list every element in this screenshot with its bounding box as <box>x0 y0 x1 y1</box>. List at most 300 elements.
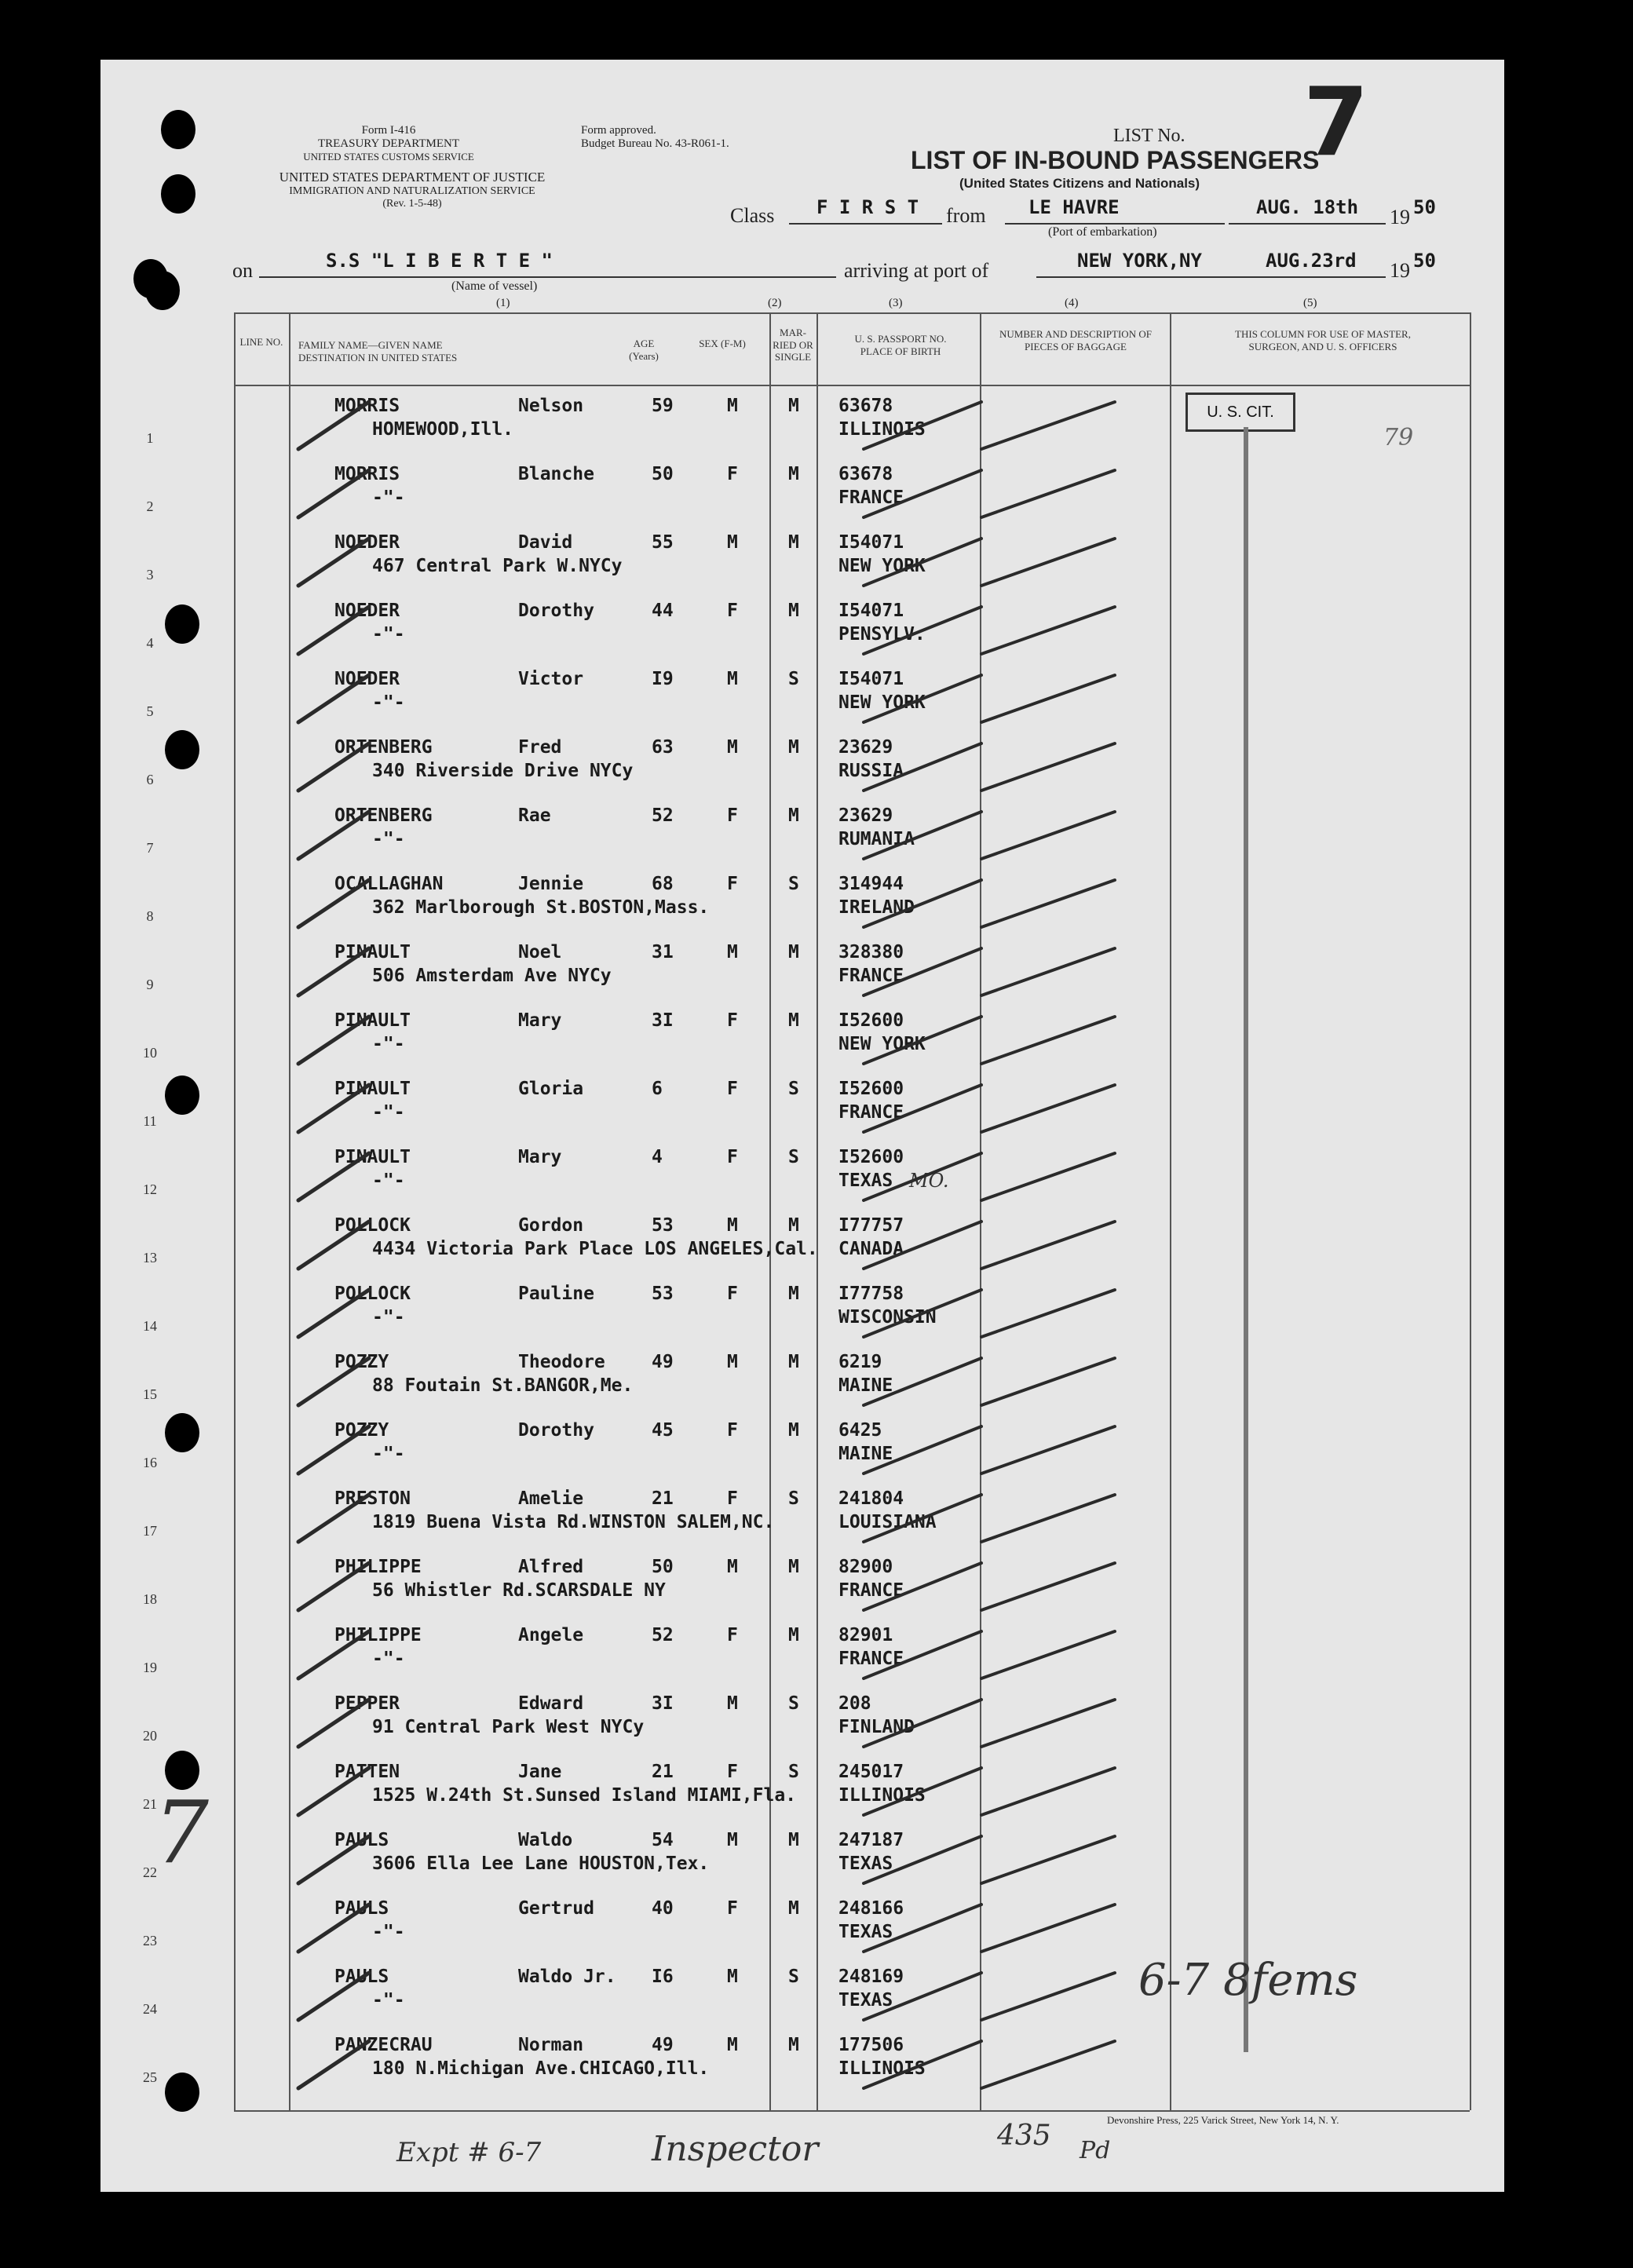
sex: F <box>727 1079 738 1099</box>
line-number: 7 <box>146 840 154 856</box>
check-stroke <box>864 1085 981 1132</box>
check-stroke <box>864 743 981 791</box>
line-number: 10 <box>143 1045 157 1061</box>
given-name: Victor <box>518 669 584 689</box>
col-num-4: (4) <box>1065 297 1079 309</box>
place-of-birth: FRANCE <box>838 966 904 986</box>
sex: M <box>727 2035 738 2055</box>
passport-number: 6425 <box>838 1420 882 1441</box>
given-name: Gloria <box>518 1079 584 1099</box>
col-header-age: AGE (Years) <box>629 338 659 362</box>
marital-status: M <box>788 2035 799 2055</box>
check-stroke <box>981 1222 1115 1269</box>
check-stroke <box>864 1700 981 1747</box>
marital-status: M <box>788 1557 799 1577</box>
age: 3I <box>652 1010 674 1031</box>
embark-port: LE HAVRE <box>1028 196 1120 218</box>
destination: 91 Central Park West NYCy <box>372 1717 645 1737</box>
marital-status: S <box>788 1079 799 1099</box>
destination: 340 Riverside Drive NYCy <box>372 761 634 781</box>
given-name: Fred <box>518 737 562 758</box>
passport-number: 241804 <box>838 1488 904 1509</box>
given-name: Pauline <box>518 1284 594 1304</box>
passport-number: I54071 <box>838 601 904 621</box>
family-name: POLLOCK <box>334 1215 411 1236</box>
check-stroke <box>298 1836 369 1883</box>
check-stroke <box>864 402 981 449</box>
handwritten-79: 79 <box>1383 424 1414 451</box>
given-name: Amelie <box>518 1488 584 1509</box>
line-number: 6 <box>146 772 154 787</box>
family-name: PANZECRAU <box>334 2035 433 2055</box>
destination: 506 Amsterdam Ave NYCy <box>372 966 612 986</box>
check-stroke <box>298 1017 369 1064</box>
destination: 362 Marlborough St.BOSTON,Mass. <box>372 897 710 918</box>
passport-number: 63678 <box>838 464 893 484</box>
passport-number: 23629 <box>838 805 893 826</box>
marital-status: M <box>788 942 799 962</box>
destination: 56 Whistler Rd.SCARSDALE NY <box>372 1580 666 1601</box>
check-stroke <box>981 1358 1115 1405</box>
check-stroke <box>864 1973 981 2020</box>
family-name: POZZY <box>334 1420 389 1441</box>
destination: -"- <box>372 624 405 645</box>
family-name: PINAULT <box>334 1079 411 1099</box>
check-stroke <box>864 675 981 722</box>
line-number: 12 <box>143 1181 157 1197</box>
given-name: Gertrud <box>518 1898 594 1919</box>
given-name: Theodore <box>518 1352 605 1372</box>
given-name: Nelson <box>518 396 584 416</box>
check-stroke <box>864 1768 981 1815</box>
sex: F <box>727 1625 738 1645</box>
given-name: Jennie <box>518 874 584 894</box>
given-name: Gordon <box>518 1215 584 1236</box>
destination: -"- <box>372 1922 405 1942</box>
col-header-baggage: NUMBER AND DESCRIPTION OF PIECES OF BAGGAGE <box>999 328 1152 352</box>
line-number: 15 <box>143 1386 157 1402</box>
check-stroke <box>864 1563 981 1610</box>
check-stroke <box>981 1836 1115 1883</box>
class-value: F I R S T <box>816 196 919 218</box>
given-name: David <box>518 532 573 553</box>
marital-status: S <box>788 874 799 894</box>
family-name: PINAULT <box>334 1147 411 1167</box>
line-number: 11 <box>143 1113 157 1129</box>
customs-service: UNITED STATES CUSTOMS SERVICE <box>303 150 474 163</box>
family-name: ORTENBERG <box>334 805 433 826</box>
line-number: 9 <box>146 977 154 992</box>
check-stroke <box>298 1222 369 1269</box>
line-number: 1 <box>146 430 154 446</box>
sex: M <box>727 1352 738 1372</box>
check-stroke <box>298 1426 369 1474</box>
col-header-married: MAR-RIED OR SINGLE <box>773 327 813 363</box>
ins-service: IMMIGRATION AND NATURALIZATION SERVICE <box>289 184 535 197</box>
passport-number: 208 <box>838 1693 871 1714</box>
check-stroke <box>298 539 369 586</box>
place-of-birth: ILLINOIS <box>838 419 926 440</box>
age: 63 <box>652 737 674 758</box>
given-name: Dorothy <box>518 601 594 621</box>
check-stroke <box>864 1836 981 1883</box>
age: 50 <box>652 464 674 484</box>
place-of-birth: NEW YORK <box>838 556 926 576</box>
col-header-name: FAMILY NAME—GIVEN NAME DESTINATION IN UNITED STATES <box>298 339 458 363</box>
sex: M <box>727 1830 738 1850</box>
sex: F <box>727 1420 738 1441</box>
family-name: PHILIPPE <box>334 1557 422 1577</box>
line-number: 20 <box>143 1728 157 1744</box>
marital-status: M <box>788 1830 799 1850</box>
passport-number: 23629 <box>838 737 893 758</box>
age: 4 <box>652 1147 663 1167</box>
sex: M <box>727 942 738 962</box>
age: 50 <box>652 1557 674 1577</box>
check-stroke <box>864 948 981 995</box>
check-stroke <box>981 1700 1115 1747</box>
check-stroke <box>864 2041 981 2088</box>
destination: -"- <box>372 1649 405 1669</box>
check-stroke <box>864 1631 981 1678</box>
destination: -"- <box>372 1990 405 2011</box>
handwritten-mo: MO. <box>909 1170 949 1192</box>
age: 52 <box>652 805 674 826</box>
marital-status: S <box>788 1693 799 1714</box>
passport-number: 82900 <box>838 1557 893 1577</box>
marital-status: S <box>788 1762 799 1782</box>
line-number: 19 <box>143 1660 157 1675</box>
check-stroke <box>864 1495 981 1542</box>
us-citizen-stamp: U. S. CIT. <box>1185 393 1295 432</box>
marital-status: M <box>788 1420 799 1441</box>
destination: -"- <box>372 1102 405 1123</box>
marital-status: S <box>788 1967 799 1987</box>
destination: -"- <box>372 829 405 849</box>
check-stroke <box>298 812 369 859</box>
check-stroke <box>298 402 369 449</box>
age: 52 <box>652 1625 674 1645</box>
check-stroke <box>981 607 1115 654</box>
sex: F <box>727 874 738 894</box>
place-of-birth: FRANCE <box>838 1649 904 1669</box>
check-stroke <box>864 539 981 586</box>
arrival-date: AUG.23rd <box>1266 250 1357 272</box>
age: 59 <box>652 396 674 416</box>
destination: -"- <box>372 1171 405 1191</box>
family-name: PATTEN <box>334 1762 400 1782</box>
place-of-birth: PENSYLV. <box>838 624 926 645</box>
check-stroke <box>981 1905 1115 1952</box>
check-stroke <box>981 1563 1115 1610</box>
check-stroke <box>298 1973 369 2020</box>
sex: M <box>727 737 738 758</box>
given-name: Noel <box>518 942 562 962</box>
check-stroke <box>981 1631 1115 1678</box>
marital-status: M <box>788 1625 799 1645</box>
line-number: 4 <box>146 635 154 651</box>
given-name: Waldo <box>518 1830 573 1850</box>
place-of-birth: TEXAS <box>838 1922 893 1942</box>
line-number: 18 <box>143 1591 157 1607</box>
family-name: PAULS <box>334 1830 389 1850</box>
age: 21 <box>652 1488 674 1509</box>
check-stroke <box>864 880 981 927</box>
destination: -"- <box>372 1034 405 1054</box>
year-suffix-2: 50 <box>1413 250 1436 272</box>
given-name: Alfred <box>518 1557 584 1577</box>
check-stroke <box>298 743 369 791</box>
check-stroke <box>864 607 981 654</box>
marital-status: M <box>788 1284 799 1304</box>
line-number: 5 <box>146 703 154 719</box>
marital-status: S <box>788 1488 799 1509</box>
family-name: NOEDER <box>334 601 400 621</box>
check-stroke <box>298 1495 369 1542</box>
check-stroke <box>298 880 369 927</box>
on-label: on <box>232 259 253 282</box>
year-prefix-1: 19 <box>1390 206 1410 228</box>
check-stroke <box>981 1153 1115 1200</box>
check-stroke <box>298 675 369 722</box>
marital-status: M <box>788 396 799 416</box>
check-stroke <box>981 539 1115 586</box>
check-stroke <box>981 470 1115 517</box>
given-name: Mary <box>518 1147 562 1167</box>
arriving-label: arriving at port of <box>844 259 989 282</box>
marital-status: S <box>788 1147 799 1167</box>
sex: M <box>727 1215 738 1236</box>
marital-status: M <box>788 464 799 484</box>
justice-dept: UNITED STATES DEPARTMENT OF JUSTICE <box>279 170 546 184</box>
destination: 4434 Victoria Park Place LOS ANGELES,Cal. <box>372 1239 818 1259</box>
destination: 3606 Ella Lee Lane HOUSTON,Tex. <box>372 1853 710 1874</box>
destination: 1525 W.24th St.Sunsed Island MIAMI,Fla. <box>372 1785 797 1806</box>
col-header-officers: THIS COLUMN FOR USE OF MASTER, SURGEON, AND U. S. OFFICERS <box>1235 328 1411 352</box>
check-stroke <box>298 2041 369 2088</box>
line-number: 13 <box>143 1250 157 1265</box>
col-num-2: (2) <box>768 297 782 309</box>
check-stroke <box>864 1017 981 1064</box>
family-name: POLLOCK <box>334 1284 411 1304</box>
family-name: ORTENBERG <box>334 737 433 758</box>
marital-status: M <box>788 1215 799 1236</box>
revision: (Rev. 1-5-48) <box>382 197 442 210</box>
check-stroke <box>981 1768 1115 1815</box>
check-stroke <box>981 1290 1115 1337</box>
form-approved: Form approved. <box>581 124 656 137</box>
age: 55 <box>652 532 674 553</box>
list-number: 7 <box>1303 68 1369 177</box>
check-stroke <box>981 1495 1115 1542</box>
destination: -"- <box>372 692 405 713</box>
family-name: NOEDER <box>334 669 400 689</box>
age: I6 <box>652 1967 674 1987</box>
sex: M <box>727 396 738 416</box>
family-name: PHILIPPE <box>334 1625 422 1645</box>
list-label: LIST No. <box>1113 126 1185 146</box>
check-stroke <box>864 470 981 517</box>
line-number: 3 <box>146 567 154 583</box>
check-stroke <box>298 607 369 654</box>
marital-status: M <box>788 532 799 553</box>
place-of-birth: ILLINOIS <box>838 1785 926 1806</box>
marital-status: M <box>788 1352 799 1372</box>
destination: -"- <box>372 1307 405 1328</box>
family-name: PAULS <box>334 1967 389 1987</box>
sex: F <box>727 464 738 484</box>
family-name: PRESTON <box>334 1488 411 1509</box>
check-stroke <box>298 1631 369 1678</box>
place-of-birth: IRELAND <box>838 897 915 918</box>
given-name: Blanche <box>518 464 594 484</box>
sex: F <box>727 601 738 621</box>
family-name: PAULS <box>334 1898 389 1919</box>
passport-number: 248169 <box>838 1967 904 1987</box>
sex: M <box>727 1557 738 1577</box>
place-of-birth: FRANCE <box>838 1102 904 1123</box>
destination: -"- <box>372 488 405 508</box>
check-stroke <box>981 2041 1115 2088</box>
family-name: PEPPER <box>334 1693 400 1714</box>
col-header-line: LINE NO. <box>239 336 283 348</box>
check-stroke <box>298 1700 369 1747</box>
passport-number: I77758 <box>838 1284 904 1304</box>
check-stroke <box>298 948 369 995</box>
age: 31 <box>652 942 674 962</box>
sex: F <box>727 805 738 826</box>
place-of-birth: ILLINOIS <box>838 2058 926 2079</box>
given-name: Jane <box>518 1762 562 1782</box>
treasury-dept: TREASURY DEPARTMENT <box>317 137 460 151</box>
check-stroke <box>298 1905 369 1952</box>
check-stroke <box>298 1085 369 1132</box>
check-stroke <box>864 1905 981 1952</box>
passport-number: 6219 <box>838 1352 882 1372</box>
passport-number: 328380 <box>838 942 904 962</box>
passport-number: 63678 <box>838 396 893 416</box>
place-of-birth: RUMANIA <box>838 829 915 849</box>
passport-number: 248166 <box>838 1898 904 1919</box>
family-name: PINAULT <box>334 1010 411 1031</box>
bottom-suffix: Pd <box>1080 2137 1111 2164</box>
given-name: Edward <box>518 1693 584 1714</box>
line-number: 8 <box>146 908 154 924</box>
passport-number: 177506 <box>838 2035 904 2055</box>
family-name: MORRIS <box>334 464 400 484</box>
place-of-birth: TEXAS <box>838 1171 893 1191</box>
age: 44 <box>652 601 674 621</box>
margin-handwritten-seven: 7 <box>154 1782 209 1883</box>
place-of-birth: MAINE <box>838 1375 893 1396</box>
passport-number: 247187 <box>838 1830 904 1850</box>
place-of-birth: MAINE <box>838 1444 893 1464</box>
place-of-birth: FRANCE <box>838 488 904 508</box>
sex: F <box>727 1488 738 1509</box>
place-of-birth: CANADA <box>838 1239 904 1259</box>
col-num-5: (5) <box>1303 297 1317 309</box>
check-stroke <box>864 1290 981 1337</box>
place-of-birth: NEW YORK <box>838 692 926 713</box>
check-stroke <box>981 1085 1115 1132</box>
col-num-3: (3) <box>889 297 903 309</box>
check-stroke <box>864 1222 981 1269</box>
age: 40 <box>652 1898 674 1919</box>
line-number: 23 <box>143 1933 157 1948</box>
check-stroke <box>981 675 1115 722</box>
check-stroke <box>981 880 1115 927</box>
place-of-birth: TEXAS <box>838 1990 893 2011</box>
passport-number: I54071 <box>838 669 904 689</box>
destination: 1819 Buena Vista Rd.WINSTON SALEM,NC. <box>372 1512 775 1532</box>
given-name: Rae <box>518 805 551 826</box>
check-stroke <box>864 1358 981 1405</box>
line-number: 17 <box>143 1523 157 1539</box>
check-stroke <box>981 812 1115 859</box>
sex: M <box>727 532 738 553</box>
family-name: OCALLAGHAN <box>334 874 444 894</box>
sex: F <box>727 1284 738 1304</box>
class-label: Class <box>730 204 775 227</box>
age: 68 <box>652 874 674 894</box>
passport-number: 245017 <box>838 1762 904 1782</box>
check-stroke <box>981 1973 1115 2020</box>
col-header-passport: U. S. PASSPORT NO. PLACE OF BIRTH <box>854 333 947 357</box>
check-stroke <box>981 1017 1115 1064</box>
year-prefix-2: 19 <box>1390 259 1410 282</box>
marital-status: M <box>788 805 799 826</box>
col-header-sex: SEX (F-M) <box>699 338 746 349</box>
place-of-birth: RUSSIA <box>838 761 904 781</box>
passport-number: I52600 <box>838 1147 904 1167</box>
destination: HOMEWOOD,Ill. <box>372 419 514 440</box>
vessel-caption: (Name of vessel) <box>451 279 538 293</box>
marital-status: M <box>788 601 799 621</box>
age: 21 <box>652 1762 674 1782</box>
marital-status: M <box>788 1898 799 1919</box>
family-name: PINAULT <box>334 942 411 962</box>
check-stroke <box>298 1563 369 1610</box>
printer-footer: Devonshire Press, 225 Varick Street, New York 14, N. Y. <box>1107 2114 1339 2126</box>
age: 54 <box>652 1830 674 1850</box>
given-name: Norman <box>518 2035 584 2055</box>
check-stroke <box>298 1290 369 1337</box>
inspector-signature: Inspector <box>652 2129 819 2169</box>
sex: F <box>727 1898 738 1919</box>
budget-bureau: Budget Bureau No. 43-R061-1. <box>581 137 729 151</box>
family-name: MORRIS <box>334 396 400 416</box>
check-stroke <box>298 1768 369 1815</box>
line-number: 22 <box>143 1864 157 1880</box>
sex: M <box>727 1693 738 1714</box>
place-of-birth: FRANCE <box>838 1580 904 1601</box>
marital-status: S <box>788 669 799 689</box>
page-subtitle: (United States Citizens and Nationals) <box>959 176 1200 191</box>
destination: 180 N.Michigan Ave.CHICAGO,Ill. <box>372 2058 710 2079</box>
given-name: Dorothy <box>518 1420 594 1441</box>
check-stroke <box>981 948 1115 995</box>
from-label: from <box>946 204 986 227</box>
vessel-name: S.S "L I B E R T E " <box>326 250 553 272</box>
check-stroke <box>864 1153 981 1200</box>
given-name: Angele <box>518 1625 584 1645</box>
given-name: Waldo Jr. <box>518 1967 616 1987</box>
page-title: LIST OF IN-BOUND PASSENGERS <box>911 146 1320 174</box>
departure-date: AUG. 18th <box>1256 196 1359 218</box>
place-of-birth: WISCONSIN <box>838 1307 937 1328</box>
sex: M <box>727 1967 738 1987</box>
check-stroke <box>298 1358 369 1405</box>
